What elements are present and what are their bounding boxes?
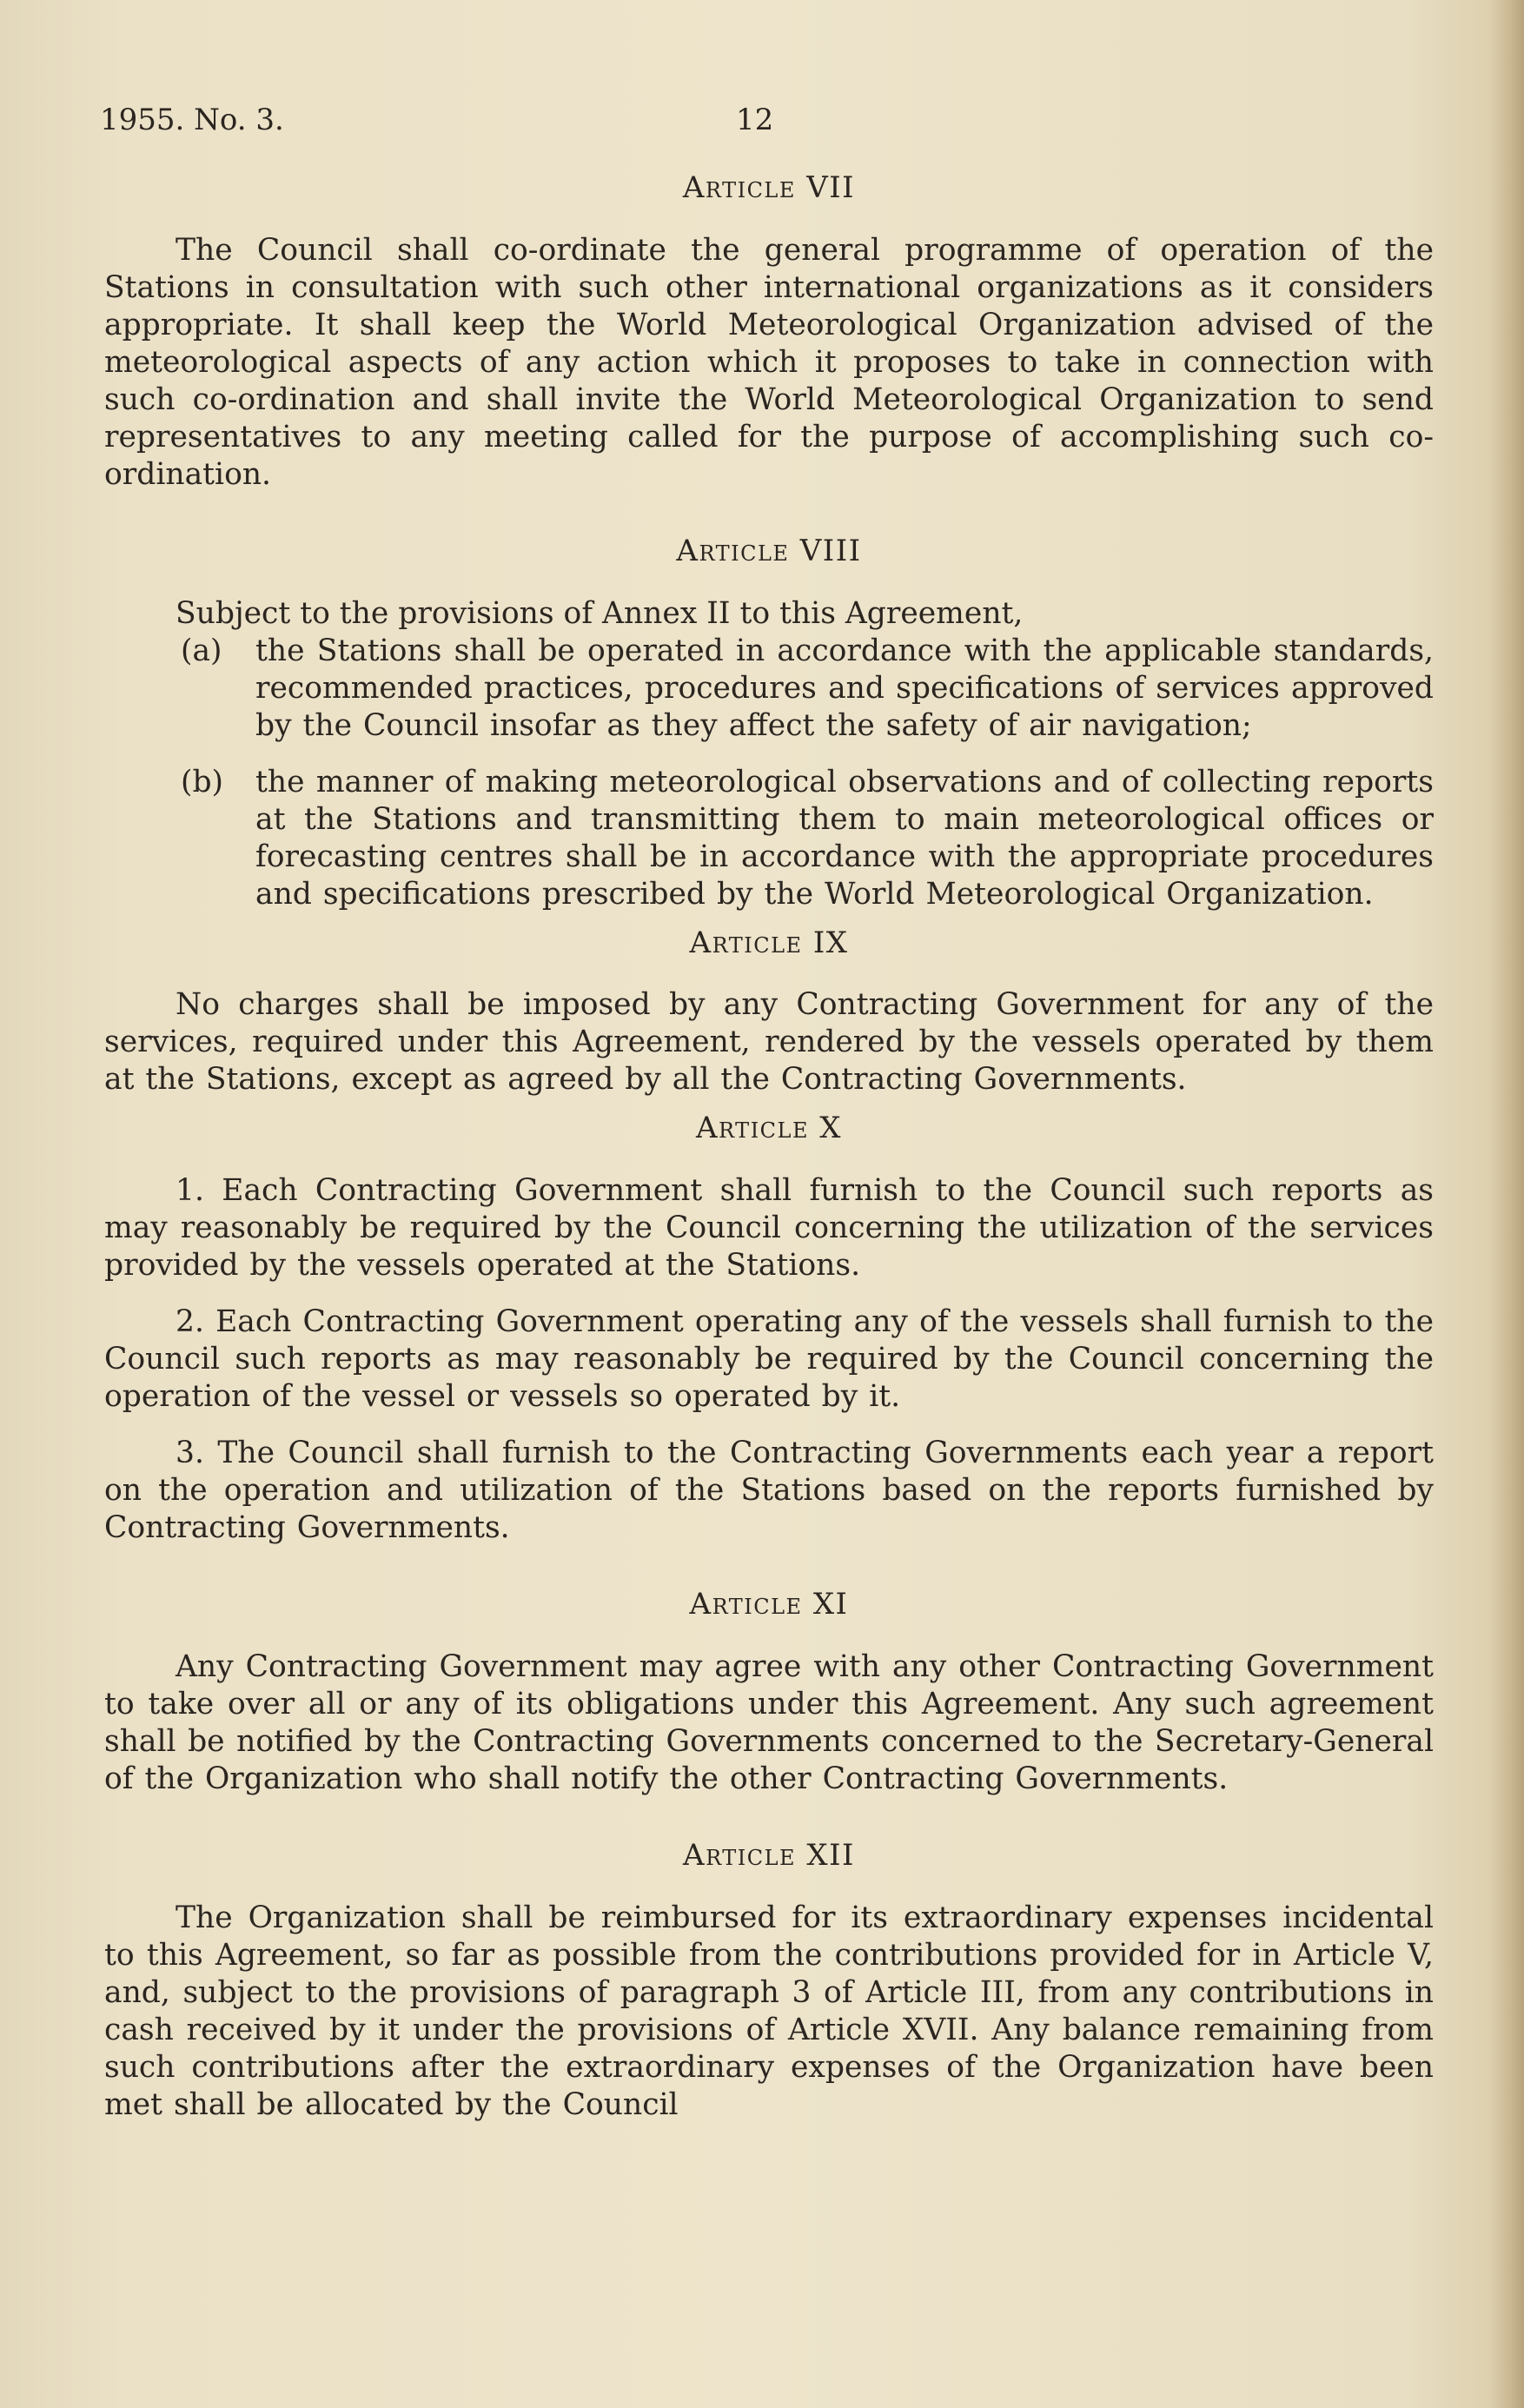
article-vii: [104, 170, 1434, 494]
article-heading: Article VII: [682, 170, 856, 205]
page-number: 12: [736, 103, 774, 137]
article-xii: [104, 1838, 1434, 2124]
article-paragraph: 3. The Council shall furnish to the Contracting Governments each year a report on the operation and utilization of the Stations based on the reports furnished by Contracting Governments.: [104, 1436, 1434, 1546]
article-heading: Article VIII: [676, 533, 862, 568]
list-item-label: (b): [181, 764, 224, 799]
article-paragraph: 1. Each Contracting Government shall furnish to the Council such reports as may reasonably be required by the Council concerning the utilization of the services provided by the vessels operated at the Stations.: [104, 1173, 1434, 1284]
article-heading: Article X: [695, 1111, 843, 1146]
article-paragraph: No charges shall be imposed by any Contracting Government for any of the services, required under this Agreement, rendered by the vessels operated by them at the Stations, except as agreed by all the Contracting Governments.: [104, 987, 1434, 1098]
list-item-text: the manner of making meteorological observations and of collecting reports at the Stations and transmitting them to main meteorological offices or forecasting centres shall be in accordance with the appropriate procedures and specifications prescribed by the World Meteorological Organization.: [255, 764, 1434, 912]
article-xi: [104, 1587, 1434, 1798]
article-paragraph: Any Contracting Government may agree with any other Contracting Government to take over all or any of its obligations under this Agreement. Any such agreement shall be notified by the Contracting Governments concerned to the Secretary-General of the Organization who shall notify the other Contracting Governments.: [104, 1648, 1434, 1796]
article-heading: Article XI: [689, 1587, 849, 1622]
article-heading: Article IX: [689, 925, 849, 960]
list-item: [104, 633, 1434, 745]
article-heading: Article XII: [683, 1837, 855, 1873]
article-paragraph: The Council shall co-ordinate the general programme of operation of the Stations in consultation with such other international organizations as it considers appropriate. It shall keep the World Meteorological Organization advised of the meteorological aspects of any action which it proposes to take in connection with such co-ordination and shall invite the World Meteorological Organization to send representatives to any meeting called for the purpose of accomplishing such co-ordination.: [104, 232, 1434, 492]
issue-reference: 1955. No. 3.: [100, 103, 284, 137]
article-x: [104, 1111, 1434, 1547]
list-item-text: the Stations shall be operated in accordance with the applicable standards, recommended practices, procedures and specifications of services approved by the Council insofar as they affect the safety of air navigation;: [255, 633, 1434, 743]
article-viii: [104, 534, 1434, 913]
list-item: [104, 764, 1434, 913]
article-paragraph: 2. Each Contracting Government operating any of the vessels shall furnish to the Council such reports as may reasonably be required by the Council concerning the operation of the vessel or vessels so operated by it.: [104, 1304, 1434, 1415]
article-ix: [104, 925, 1434, 1099]
article-paragraph: The Organization shall be reimbursed for its extraordinary expenses incidental to this Agreement, so far as possible from the contributions provided for in Article V, and, subject to the provisions of paragraph 3 of Article III, from any contributions in cash received by it under the provisions of Article XVII. Any balance remaining from such contributions after the extraordinary expenses of the Organization have been met shall be allocated by the Council: [104, 1900, 1434, 2122]
list-item-label: (a): [181, 633, 222, 668]
running-head: [100, 103, 1424, 146]
article-intro: Subject to the provisions of Annex II to this Agreement,: [176, 595, 1024, 631]
document-body: [104, 170, 1434, 2124]
